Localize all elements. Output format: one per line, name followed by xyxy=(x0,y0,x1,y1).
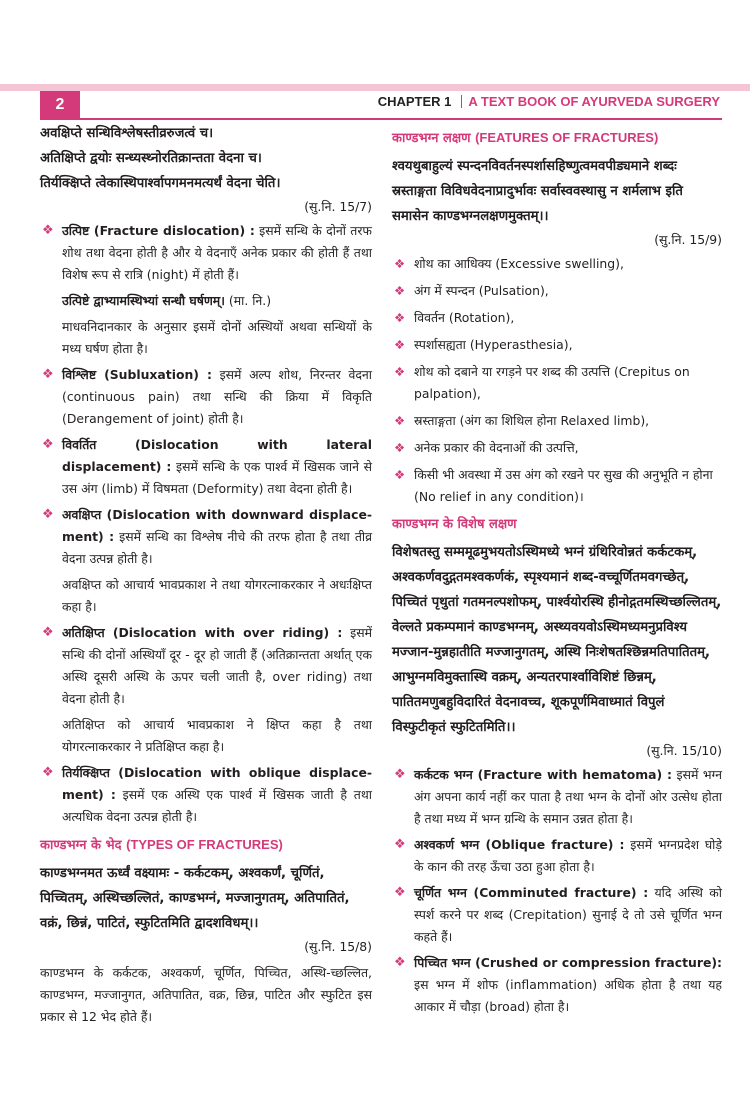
heading-hindi: काण्डभग्न लक्षण xyxy=(392,131,471,146)
entry-term: विवर्तित (Dislocation with lateral displacement) : xyxy=(62,437,372,474)
features-heading xyxy=(392,127,722,150)
symptom-text: शोथ को दबाने या रगड़ने पर शब्द की उत्पत्ति (Crepitus on palpation), xyxy=(414,364,690,401)
atikshipta-note: अतिक्षिप्त को आचार्य भावप्रकाश ने क्षिप्त कहा है तथा योगरत्नाकरकार ने प्रतिक्षिप्त कहा है। xyxy=(62,717,372,754)
right-column xyxy=(392,121,722,1022)
special-features-heading: काण्डभग्न के विशेष लक्षण xyxy=(392,517,517,532)
verse-reference: (सु.नि. 15/10) xyxy=(646,743,722,758)
entry-text: इसमें अल्प शोथ, निरन्तर वेदना (continuous pain) तथा सन्धि की क्रिया में विकृति (Derangement of joint) होती है। xyxy=(62,367,372,426)
types-heading xyxy=(40,834,372,857)
header-rule xyxy=(40,118,722,120)
tiryakkshipta-entry xyxy=(40,762,372,828)
symptom-text: विवर्तन (Rotation), xyxy=(414,310,515,325)
utpishta-verse xyxy=(40,290,372,312)
heading-english: (TYPES OF FRACTURES) xyxy=(126,837,283,852)
symptom-text: किसी भी अवस्था में उस अंग को रखने पर सुख की अनुभूति न होना (No relief in any condition)। xyxy=(414,467,713,504)
avakshipta-entry xyxy=(40,504,372,570)
features-verse: श्वयथुबाहुल्यं स्पन्दनविवर्तनस्पर्शासहिष्णुत्वमवपीड्यमाने शब्दः स्रस्ताङ्गता विविधवेदनाप्रादुर्भावः सर्वास्ववस्थासु न शर्मलाभ इति समासेन काण्डभग्नलक्षणमुक्तम्।। xyxy=(392,159,683,224)
symptom-item xyxy=(392,334,722,356)
karkataka-entry xyxy=(392,764,722,830)
diamond-bullet-icon: ❖ xyxy=(394,885,406,900)
entry-term: पिच्चित भग्न (Crushed or compression fracture): xyxy=(414,955,722,970)
heading-english: (FEATURES OF FRACTURES) xyxy=(475,130,659,145)
utpishta-note: माधवनिदानकार के अनुसार इसमें दोनों अस्थियों अथवा सन्धियों के मध्य घर्षण होता है। xyxy=(62,319,372,356)
entry-text: इसमें सन्धि के दोनों तरफ शोथ तथा वेदना होती है और ये वेदनाएँ अनेक प्रकार की होती हैं तथा विशेष रूप से रात्रि (night) में होती हैं। xyxy=(62,223,372,282)
diamond-bullet-icon: ❖ xyxy=(394,337,406,352)
entry-term: अवक्षिप्त (Dislocation with downward displace-ment) : xyxy=(62,507,372,544)
diamond-bullet-icon: ❖ xyxy=(394,310,406,325)
pichchita-entry xyxy=(392,952,722,1018)
symptom-item xyxy=(392,361,722,405)
utpishta-entry xyxy=(40,220,372,286)
diamond-bullet-icon: ❖ xyxy=(394,955,406,970)
symptom-item xyxy=(392,280,722,302)
left-column xyxy=(40,121,372,1032)
entry-term: उत्पिष्ट (Fracture dislocation) : xyxy=(62,223,255,238)
entry-text: इसमें सन्धि का विश्लेष नीचे की तरफ होता है तथा तीव्र वेदना उत्पन्न होती है। xyxy=(62,529,372,566)
types-verse: काण्डभग्नमत ऊर्ध्वं वक्ष्यामः - कर्कटकम्, अश्वकर्णं, चूर्णितं, पिच्चितम्, अस्थिच्छल्लितं, काण्डभग्नं, मज्जानुगतम्, अतिपातितं, वक्रं, छिन्नं, पाटितं, स्फुटितमिति द्वादशविधम्।। xyxy=(40,866,350,931)
diamond-bullet-icon: ❖ xyxy=(394,413,406,428)
symptom-item xyxy=(392,464,722,508)
entry-text: इसमें सन्धि की दोनों अस्थियाँ दूर - दूर हो जाती हैं (अतिक्रान्तता अर्थात् एक अस्थि दूसरी अस्थि के ऊपर चली जाती है, over riding) तथा वेदना होती है। xyxy=(62,625,372,706)
verse-text: उत्पिष्टे द्वाभ्यामस्थिभ्यां सन्धौ घर्षणम्। xyxy=(62,293,225,308)
verse-line: अतिक्षिप्ते द्वयोः सन्ध्यस्थ्नोरतिक्रान्तता वेदना च। xyxy=(40,151,262,166)
heading-hindi: काण्डभग्न के भेद xyxy=(40,838,122,853)
types-text: काण्डभग्न के कर्कटक, अश्वकर्ण, चूर्णित, पिच्चित, अस्थि-च्छल्लित, काण्डभग्न, मज्जानुगत, अतिपातित, वक्र, छिन्न, पाटित और स्फुटित इस प्रकार से 12 भेद होते हैं। xyxy=(40,965,372,1024)
verse-line: अवक्षिप्ते सन्धिविश्लेषस्तीव्ररुजत्वं च। xyxy=(40,126,214,141)
diamond-bullet-icon: ❖ xyxy=(394,256,406,271)
symptom-text: स्रस्ताङ्गता (अंग का शिथिल होना Relaxed limb), xyxy=(414,413,650,428)
entry-text: इसमें सन्धि के एक पार्श्व में खिसक जाने से उस अंग (limb) में विषमता (Deformity) तथा वेदना होती है। xyxy=(62,459,372,496)
entry-text: इसमें एक अस्थि एक पार्श्व में खिसक जाती है तथा अत्यधिक वेदना उत्पन्न होती है। xyxy=(62,787,372,824)
churnita-entry xyxy=(392,882,722,948)
diamond-bullet-icon: ❖ xyxy=(42,765,54,780)
entry-term: अतिक्षिप्त (Dislocation with over riding) : xyxy=(62,625,343,640)
symptom-text: शोथ का आधिक्य (Excessive swelling), xyxy=(414,256,624,271)
verse-reference: (सु.नि. 15/8) xyxy=(304,939,372,954)
vishlishta-entry xyxy=(40,364,372,430)
entry-term: तिर्यक्क्षिप्त (Dislocation with oblique displace-ment) : xyxy=(62,765,372,802)
ashvakarna-entry xyxy=(392,834,722,878)
diamond-bullet-icon: ❖ xyxy=(42,367,54,382)
diamond-bullet-icon: ❖ xyxy=(394,837,406,852)
entry-text: इस भग्न में शोफ (inflammation) अधिक होता है तथा यह आकार में चौड़ा (broad) होता है। xyxy=(414,977,722,1014)
diamond-bullet-icon: ❖ xyxy=(394,440,406,455)
diamond-bullet-icon: ❖ xyxy=(394,364,406,379)
entry-term: कर्कटक भग्न (Fracture with hematoma) : xyxy=(414,767,672,782)
symptom-text: अंग में स्पन्दन (Pulsation), xyxy=(414,283,549,298)
symptom-item xyxy=(392,253,722,275)
entry-text: इसमें भग्न अंग अपना कार्य नहीं कर पाता है तथा भग्न के दोनों ओर उत्सेध होता है तथा मध्य में भग्न ग्रन्थि के समान उन्नत होता है। xyxy=(414,767,722,826)
symptom-text: अनेक प्रकार की वेदनाओं की उत्पत्ति, xyxy=(414,440,579,455)
symptom-item xyxy=(392,437,722,459)
diamond-bullet-icon: ❖ xyxy=(394,467,406,482)
verse-reference: (सु.नि. 15/7) xyxy=(304,199,372,214)
entry-term: अश्वकर्ण भग्न (Oblique fracture) : xyxy=(414,837,625,852)
diamond-bullet-icon: ❖ xyxy=(42,625,54,640)
diamond-bullet-icon: ❖ xyxy=(42,437,54,452)
entry-text: इसमें भग्नप्रदेश घोड़े के कान की तरह ऊँचा उठा हुआ होता है। xyxy=(414,837,722,874)
entry-text: यदि अस्थि को स्पर्श करने पर शब्द (Crepitation) सुनाई दे तो उसे चूर्णित भग्न कहते हैं। xyxy=(414,885,722,944)
page-number: 2 xyxy=(40,91,80,118)
atikshipta-entry xyxy=(40,622,372,710)
verse-reference: (सु.नि. 15/9) xyxy=(654,232,722,247)
vivartita-entry xyxy=(40,434,372,500)
verse-reference: (मा. नि.) xyxy=(228,293,272,308)
verse-line: तिर्यक्क्षिप्ते त्वेकास्थिपार्श्वापगमनमत्यर्थं वेदना चेति। xyxy=(40,176,281,191)
chapter-label: CHAPTER 1 xyxy=(377,94,452,109)
special-verse: विशेषतस्तु सम्ममूढमुभयतोऽस्थिमध्ये भग्नं ग्रंथिरिवोन्नतं कर्कटकम्, अश्वकर्णवदुद्गतमश्वकर्णकं, स्पृश्यमानं शब्द-वच्चूर्णितमवगच्छेत्, पिच्चितं पृथुतां गतमनल्पशोफम्, पार्श्वयोरस्थि हीनोद्गतमस्थिच्छल्लितम्, वेल्लते प्रकम्पमानं काण्डभग्नम्, अस्थ्यवयवोऽस्थिमध्यमनुप्रविश्य मज्जान-मुन्नहातीति मज्जानुगतम्, अस्थि निःशेषतश्छिन्नमतिपातितम्, आभुग्नमविमुक्तास्थि वक्रम्, अन्यतरपार्श्वाविशिष्टं छिन्नम्, पातितमणुबहुविदारितं वेदनावच्च, शूकपूर्णमिवाध्मातं विपुलं विस्फुटीकृतं स्फुटितमिति।। xyxy=(392,545,722,735)
diamond-bullet-icon: ❖ xyxy=(394,283,406,298)
entry-term: चूर्णित भग्न (Comminuted fracture) : xyxy=(414,885,649,900)
symptom-item xyxy=(392,410,722,432)
running-header xyxy=(378,94,720,109)
avakshipta-note: अवक्षिप्त को आचार्य भावप्रकाश ने तथा योगरत्नाकरकार ने अधःक्षिप्त कहा है। xyxy=(62,577,372,614)
symptom-item xyxy=(392,307,722,329)
diamond-bullet-icon: ❖ xyxy=(42,223,54,238)
header-band xyxy=(0,84,750,91)
entry-term: विश्लिष्ट (Subluxation) : xyxy=(62,367,212,382)
diamond-bullet-icon: ❖ xyxy=(394,767,406,782)
diamond-bullet-icon: ❖ xyxy=(42,507,54,522)
book-title: A TEXT BOOK OF AYURVEDA SURGERY xyxy=(468,94,720,109)
header-separator xyxy=(461,95,462,108)
symptom-text: स्पर्शासह्यता (Hyperasthesia), xyxy=(414,337,573,352)
